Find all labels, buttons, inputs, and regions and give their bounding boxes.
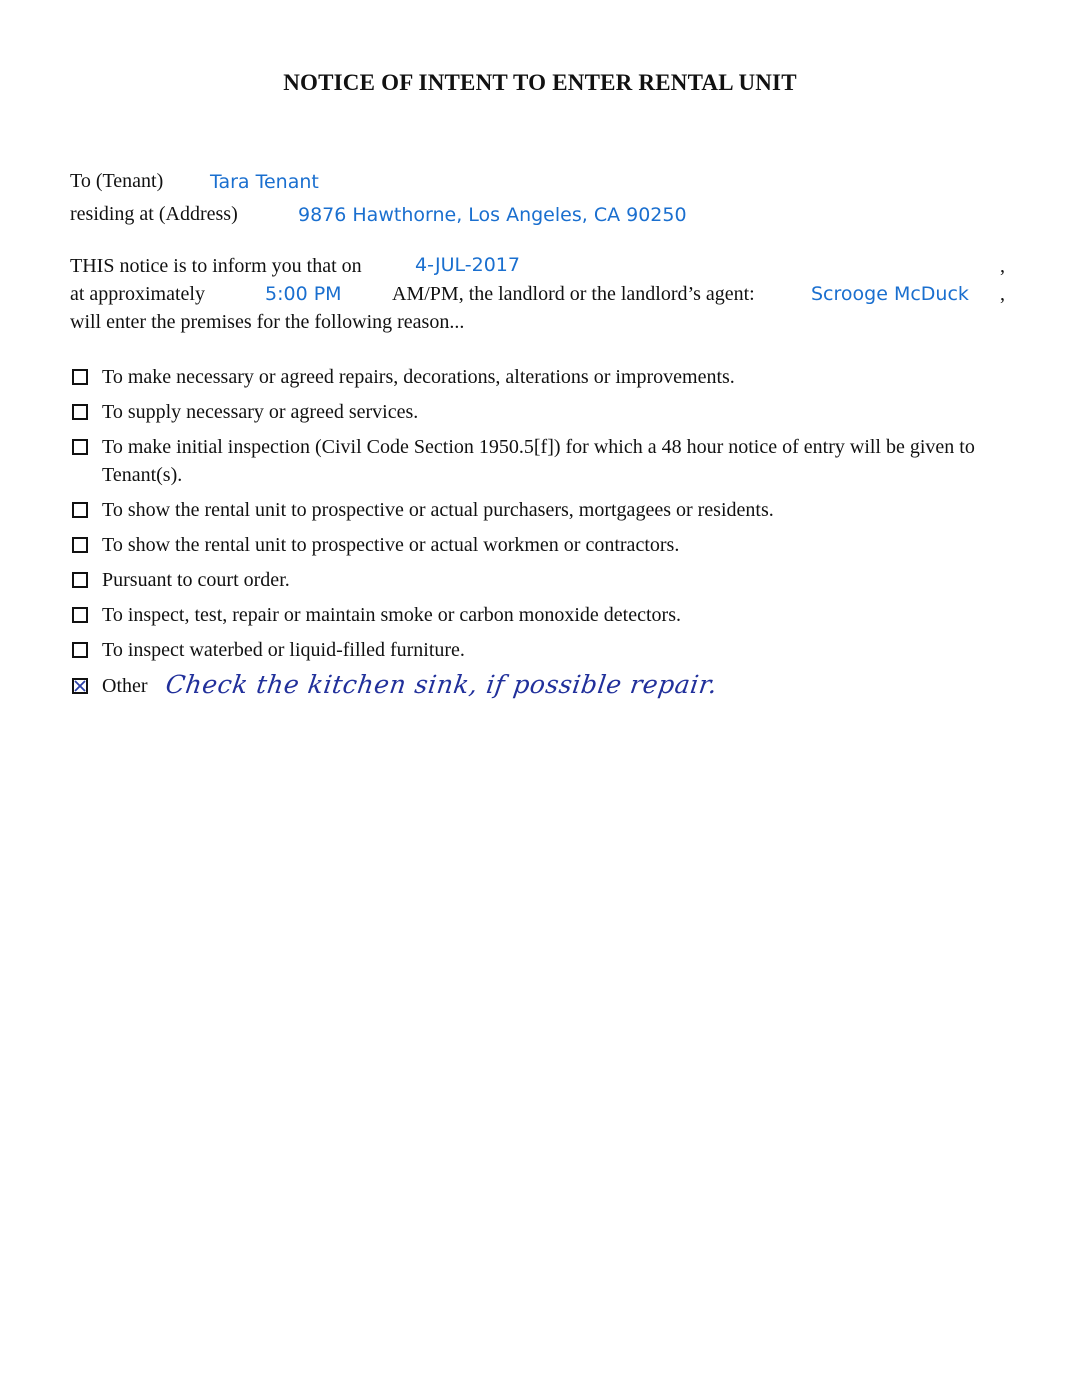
address-label: residing at (Address): [70, 203, 238, 225]
document-title: NOTICE OF INTENT TO ENTER RENTAL UNIT: [283, 70, 797, 95]
other-reason-handwritten-field[interactable]: Check the kitchen sink, if possible repair.: [163, 670, 720, 699]
checkbox-contractors[interactable]: [72, 537, 88, 553]
tenant-label: To (Tenant): [70, 170, 164, 192]
agent-comma: ,: [1000, 283, 1005, 305]
agent-name-field[interactable]: Scrooge McDuck: [811, 283, 969, 305]
checkbox-inspection[interactable]: [72, 439, 88, 455]
entry-time-field[interactable]: 5:00 PM: [265, 283, 342, 305]
checkbox-repairs[interactable]: [72, 369, 88, 385]
closing-text: will enter the premises for the following reason...: [70, 311, 465, 333]
reason-text-services: To supply necessary or agreed services.: [102, 401, 419, 423]
entry-date-field[interactable]: 4-JUL-2017: [415, 254, 520, 276]
reason-text-other: Other: [102, 675, 148, 697]
reason-text-waterbed: To inspect waterbed or liquid-filled furniture.: [102, 639, 465, 661]
address-field[interactable]: 9876 Hawthorne, Los Angeles, CA 90250: [298, 204, 687, 226]
reason-text-purchasers: To show the rental unit to prospective or actual purchasers, mortgagees or residents.: [102, 499, 774, 521]
reason-text-inspection: To make initial inspection (Civil Code Section 1950.5[f]) for which a 48 hour notice of entry will be given to Tenant(s).: [102, 436, 975, 486]
time-prefix-text: at approximately: [70, 283, 205, 305]
checkbox-other[interactable]: [72, 678, 88, 694]
reason-text-contractors: To show the rental unit to prospective or actual workmen or contractors.: [102, 534, 680, 556]
reason-text-court-order: Pursuant to court order.: [102, 569, 290, 591]
checkbox-services[interactable]: [72, 404, 88, 420]
checkbox-waterbed[interactable]: [72, 642, 88, 658]
agent-prefix-text: AM/PM, the landlord or the landlord’s agent:: [392, 283, 755, 305]
checkbox-court-order[interactable]: [72, 572, 88, 588]
date-prefix-text: THIS notice is to inform you that on: [70, 255, 362, 277]
checkbox-purchasers[interactable]: [72, 502, 88, 518]
tenant-name-field[interactable]: Tara Tenant: [210, 171, 319, 193]
reason-text-repairs: To make necessary or agreed repairs, decorations, alterations or improvements.: [102, 366, 735, 388]
checkbox-detectors[interactable]: [72, 607, 88, 623]
check-mark-icon: [74, 680, 86, 692]
date-comma: ,: [1000, 255, 1005, 277]
reason-text-detectors: To inspect, test, repair or maintain smoke or carbon monoxide detectors.: [102, 604, 681, 626]
